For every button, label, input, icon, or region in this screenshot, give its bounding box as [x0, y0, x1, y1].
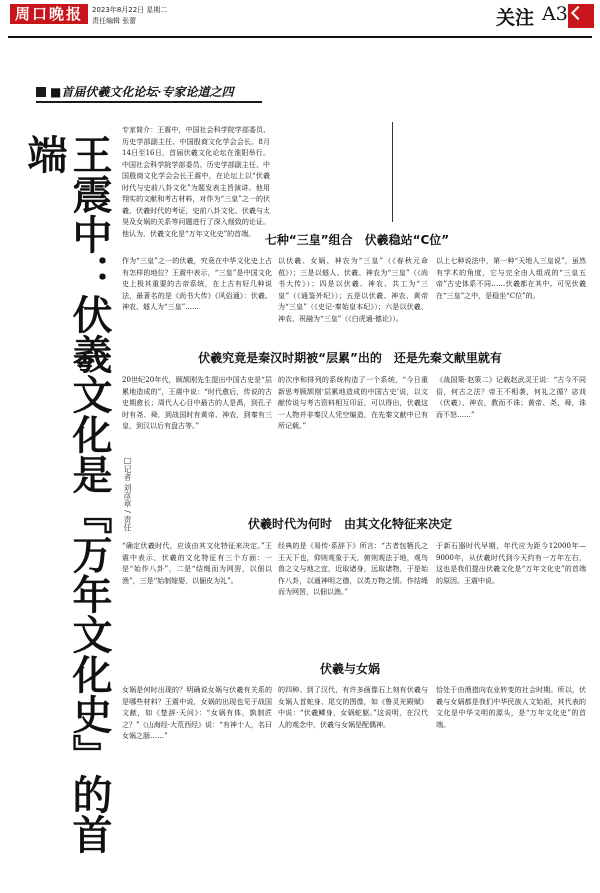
section-paragraph: 作为“三皇”之一的伏羲，究竟在中华文化史上占有怎样的地位？王震中表示，“三皇”是中国文化史上极其重要的古帝系统，在上古有好几种说法，最著名的是《尚书大传》《风俗通》：伏羲、神农、燧人为“三皇”…… — [122, 257, 272, 311]
section-paragraph: 女娲是何时出现的？明确说女娲与伏羲有关系的是哪些材料？王震中说，女娲的出现也见于战国文献，如《楚辞·天问》：“女娲有体，孰制匠之？”《山海经·大荒西经》说：“有神十人，名曰女娲之肠……” — [122, 686, 272, 740]
section-heading: 七种“三皇”组合 伏羲稳站“C位” — [264, 233, 450, 247]
column-divider — [392, 122, 393, 222]
section-heading: 伏羲与女娲 — [319, 662, 380, 676]
column-banner — [36, 84, 262, 101]
section-heading: 伏羲时代为何时 由其文化特征来决定 — [247, 517, 452, 531]
section-heading: 伏羲究竟是秦汉时期被“层累”出的 还是先秦文献里就有 — [198, 351, 502, 365]
page-editor: 责任编辑 张蕾 — [92, 17, 137, 25]
section-paragraph: 的次序和排列的系统构造了一个系统，“今日重新思考顾颉刚‘层累地造成的中国古史’说，以文献传说与考古资料相互印证，可以得出，伏羲这一人物并非秦汉人凭空编造，在先秦文献中已有所记载。” — [278, 376, 428, 430]
newspaper-logo: 周口晚报 — [10, 4, 88, 24]
page-number: A3 — [542, 3, 568, 25]
intro-paragraph: 专家简介：王震中，中国社会科学院学部委员、历史学部副主任、中国殷商文化学会会长。8月14日至16日，首届伏羲文化论坛在淮阳举行。中国社会科学院学部委员、历史学部副主任、中国殷商文化学会会长王震中，在论坛上以“伏羲时代与史前八卦文化”为题发表主旨演讲。他用翔实的文献和考古材料，对作为“三皇”之一的伏羲、伏羲时代的考证，史前八卦文化、伏羲与太昊及女娲的关系等问题进行了深入细致的论证。他认为，伏羲文化是“万年文化史”的首端。 — [122, 126, 270, 237]
banner-underline — [36, 101, 262, 103]
masthead — [0, 0, 600, 40]
section-paragraph: “确定伏羲时代，应该由其文化特征来决定。”王震中表示，伏羲的文化特征有三个方面：一是“始作八卦”，二是“结绳而为网罟，以佃以渔”，三是“始制嫁娶，以俪皮为礼”。 — [122, 542, 272, 585]
section-paragraph: 于新石器时代早期，年代应为距今12000年—9000年，从伏羲时代到今天约有一万年左右，这也是我们提出伏羲文化是“万年文化史”的首端的原因。王震中说。 — [436, 542, 586, 585]
section-paragraph: 的四种。到了汉代，有许多画像石上刻有伏羲与女娲人首蛇身、尾交的图像，如《鲁灵光殿赋》中说：“伏羲鳞身，女娲蛇躯。”这说明，在汉代人的观念中，伏羲与女娲是配偶神。 — [278, 686, 428, 729]
section-name: 关注 — [496, 7, 535, 29]
headline: 王震中：伏羲文化是『万年文化史』的首端 — [21, 134, 113, 854]
section-paragraph: 经典的是《易传·系辞下》所言：“古者包牺氏之王天下也，仰则观象于天，俯则观法于地，观鸟兽之文与地之宜，近取诸身，远取诸物，于是始作八卦，以通神明之德，以类万物之情。作结绳而为网罟，以佃以渔。” — [278, 542, 428, 596]
corner-arrow-icon — [568, 4, 594, 28]
section-paragraph: 20世纪20年代，顾颉刚先生提出中国古史是“层累地造成的”，王震中说：“时代愈后，传说的古史期愈长；周代人心目中最古的人是禹，到孔子时有尧、舜，到战国时有黄帝、神农，到秦有三皇，到汉以后有盘古等。” — [122, 376, 272, 430]
section-paragraph: 以上七种说法中，第一种“天地人三皇说”，虽然有学术的角度，它与完全由人组成的“三皇五帝”古史体系不同……伏羲都在其中。可见伏羲在“三皇”之中，是稳坐“C位”的。 — [436, 257, 586, 300]
section-paragraph: 《战国策·赵策二》记载赵武灵王说：“古今不同俗，何古之法？帝王不相袭，何礼之循？宓戏（伏羲）、神农，教而不诛；黄帝、尧、舜，诛而不怒……” — [436, 376, 586, 419]
issue-date: 2023年8月22日 星期二 — [92, 6, 168, 14]
masthead-rule — [8, 36, 592, 38]
byline: □记者 刘彦章 / 责任 — [123, 456, 132, 532]
section-paragraph: 以伏羲、女娲、神农为“三皇”（《春秋元命苞》）；三是以燧人、伏羲、神农为“三皇”（《尚书大传》）；四是以伏羲、神农、共工为“三皇”（《通鉴外纪》）；五是以伏羲、神农、黄帝为“三皇”（《史记·秦始皇本纪》）；六是以伏羲、神农、祝融为“三皇”（《白虎通·德论》）。 — [278, 257, 428, 323]
column-banner-text: ■首届伏羲文化论坛·专家论道之四 — [50, 85, 234, 99]
section-paragraph: 恰处于由渔猎向农业转变的社会时期。所以，伏羲与女娲都是我们中华民族人文始祖，其代表的文化是中华文明的源头，是“万年文化史”的首端。 — [436, 686, 586, 729]
square-bullet-icon — [36, 87, 46, 97]
